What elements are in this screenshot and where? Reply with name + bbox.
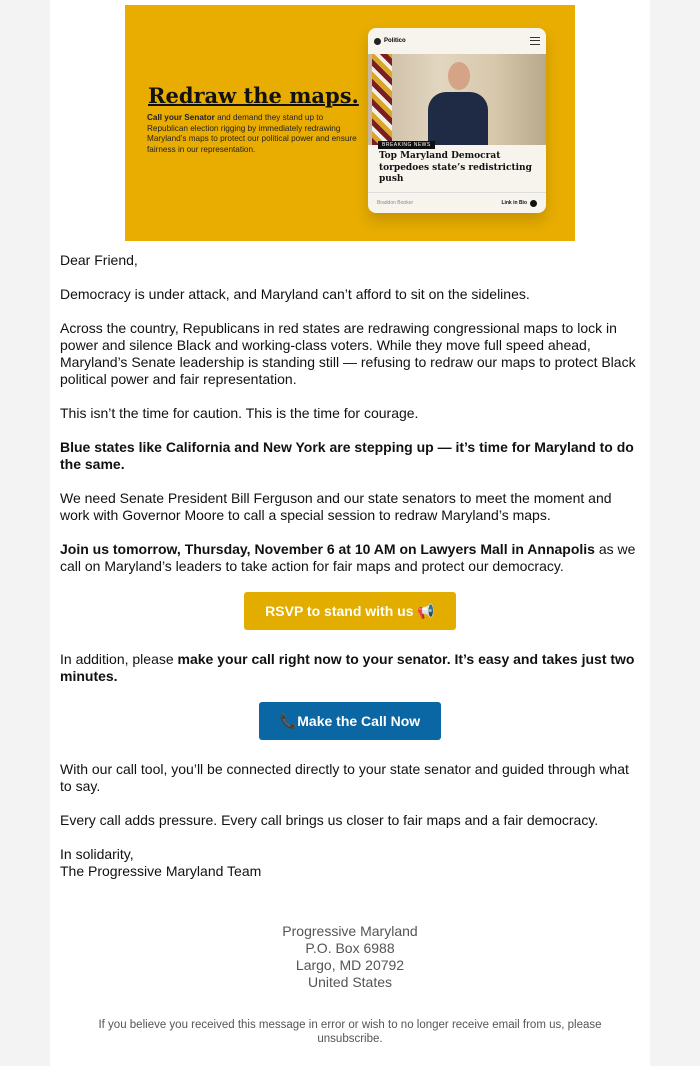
signoff <box>60 846 640 880</box>
politico-logo-icon <box>374 38 381 45</box>
banner-text <box>147 113 362 155</box>
paragraph: Democracy is under attack, and Maryland can’t afford to sit on the sidelines. <box>60 286 530 302</box>
signoff-text: In solidarity, <box>60 846 134 862</box>
banner-text-bold: Call your Senator <box>147 113 215 122</box>
event-text: as we call on Maryland’s leaders to take action for fair maps and protect our democracy. <box>60 541 636 574</box>
arrow-circle-icon <box>530 200 537 207</box>
period: . <box>379 1033 383 1045</box>
address-line: Largo, MD 20792 <box>295 957 405 973</box>
bold-text: Blue states like California and New York are stepping up — it’s time for Maryland to do the same. <box>60 439 634 472</box>
banner-text-rest: and demand they stand up to Republican election rigging by immediately redrawing Maryland’s maps to protect our political power and ensure fairness in our representation. <box>147 113 357 154</box>
unsubscribe-link[interactable]: unsubscribe <box>317 1033 380 1045</box>
card-headline: Top Maryland Democrat torpedoes state’s redistricting push <box>379 151 532 184</box>
card-author: Braddon Booker <box>377 200 414 206</box>
event-details: Join us tomorrow, Thursday, November 6 at 10 AM on Lawyers Mall in Annapolis <box>60 541 595 557</box>
hamburger-menu-icon <box>530 37 540 45</box>
paragraph: This isn’t the time for caution. This is the time for courage. <box>60 405 419 421</box>
banner-title: Redraw the maps. <box>148 83 359 108</box>
maryland-flag <box>372 54 392 145</box>
banner-image[interactable] <box>125 5 575 241</box>
greeting: Dear Friend, <box>60 252 138 268</box>
link-in-bio <box>501 200 537 207</box>
paragraph-bold <box>60 439 640 473</box>
make-call-button[interactable]: 📞Make the Call Now <box>259 702 441 740</box>
address-line: P.O. Box 6988 <box>305 940 395 956</box>
unsubscribe-notice <box>50 991 650 1066</box>
call-text: In addition, please <box>60 651 178 667</box>
email-page <box>50 0 650 1066</box>
paragraph-event <box>60 541 640 575</box>
news-card <box>368 28 546 213</box>
breaking-news-badge: BREAKING NEWS <box>378 141 435 149</box>
news-photo <box>368 54 546 145</box>
country: United States <box>307 974 393 990</box>
speaker-figure <box>428 62 488 145</box>
rsvp-button[interactable]: RSVP to stand with us 📢 <box>244 592 456 630</box>
unsubscribe-text: If you believe you received this message in error or wish to no longer receive email from us, please <box>98 1019 602 1031</box>
link-in-bio-label: Link in Bio <box>501 200 527 206</box>
paragraph: Across the country, Republicans in red states are redrawing congressional maps to lock in power and silence Black and working-class voters. While they move full speed ahead, Maryland’s Senate leadership is standing still — refusing to redraw our maps to protect Black political power and fair representation. <box>60 320 636 387</box>
card-source: Politico <box>384 38 406 44</box>
paragraph: With our call tool, you’ll be connected directly to your state senator and guided through what to say. <box>60 761 629 794</box>
paragraph: Every call adds pressure. Every call brings us closer to fair maps and a fair democracy. <box>60 812 599 828</box>
signature: The Progressive Maryland Team <box>60 863 262 879</box>
footer-address <box>50 923 650 991</box>
call-text-bold: make your call right now to your senator. It’s easy and takes just two minutes. <box>60 651 635 684</box>
org-name: Progressive Maryland <box>282 923 418 939</box>
paragraph: We need Senate President Bill Ferguson and our state senators to meet the moment and work with Governor Moore to call a special session to redraw Maryland’s maps. <box>60 490 612 523</box>
paragraph-call <box>60 651 640 685</box>
email-body <box>50 252 650 880</box>
